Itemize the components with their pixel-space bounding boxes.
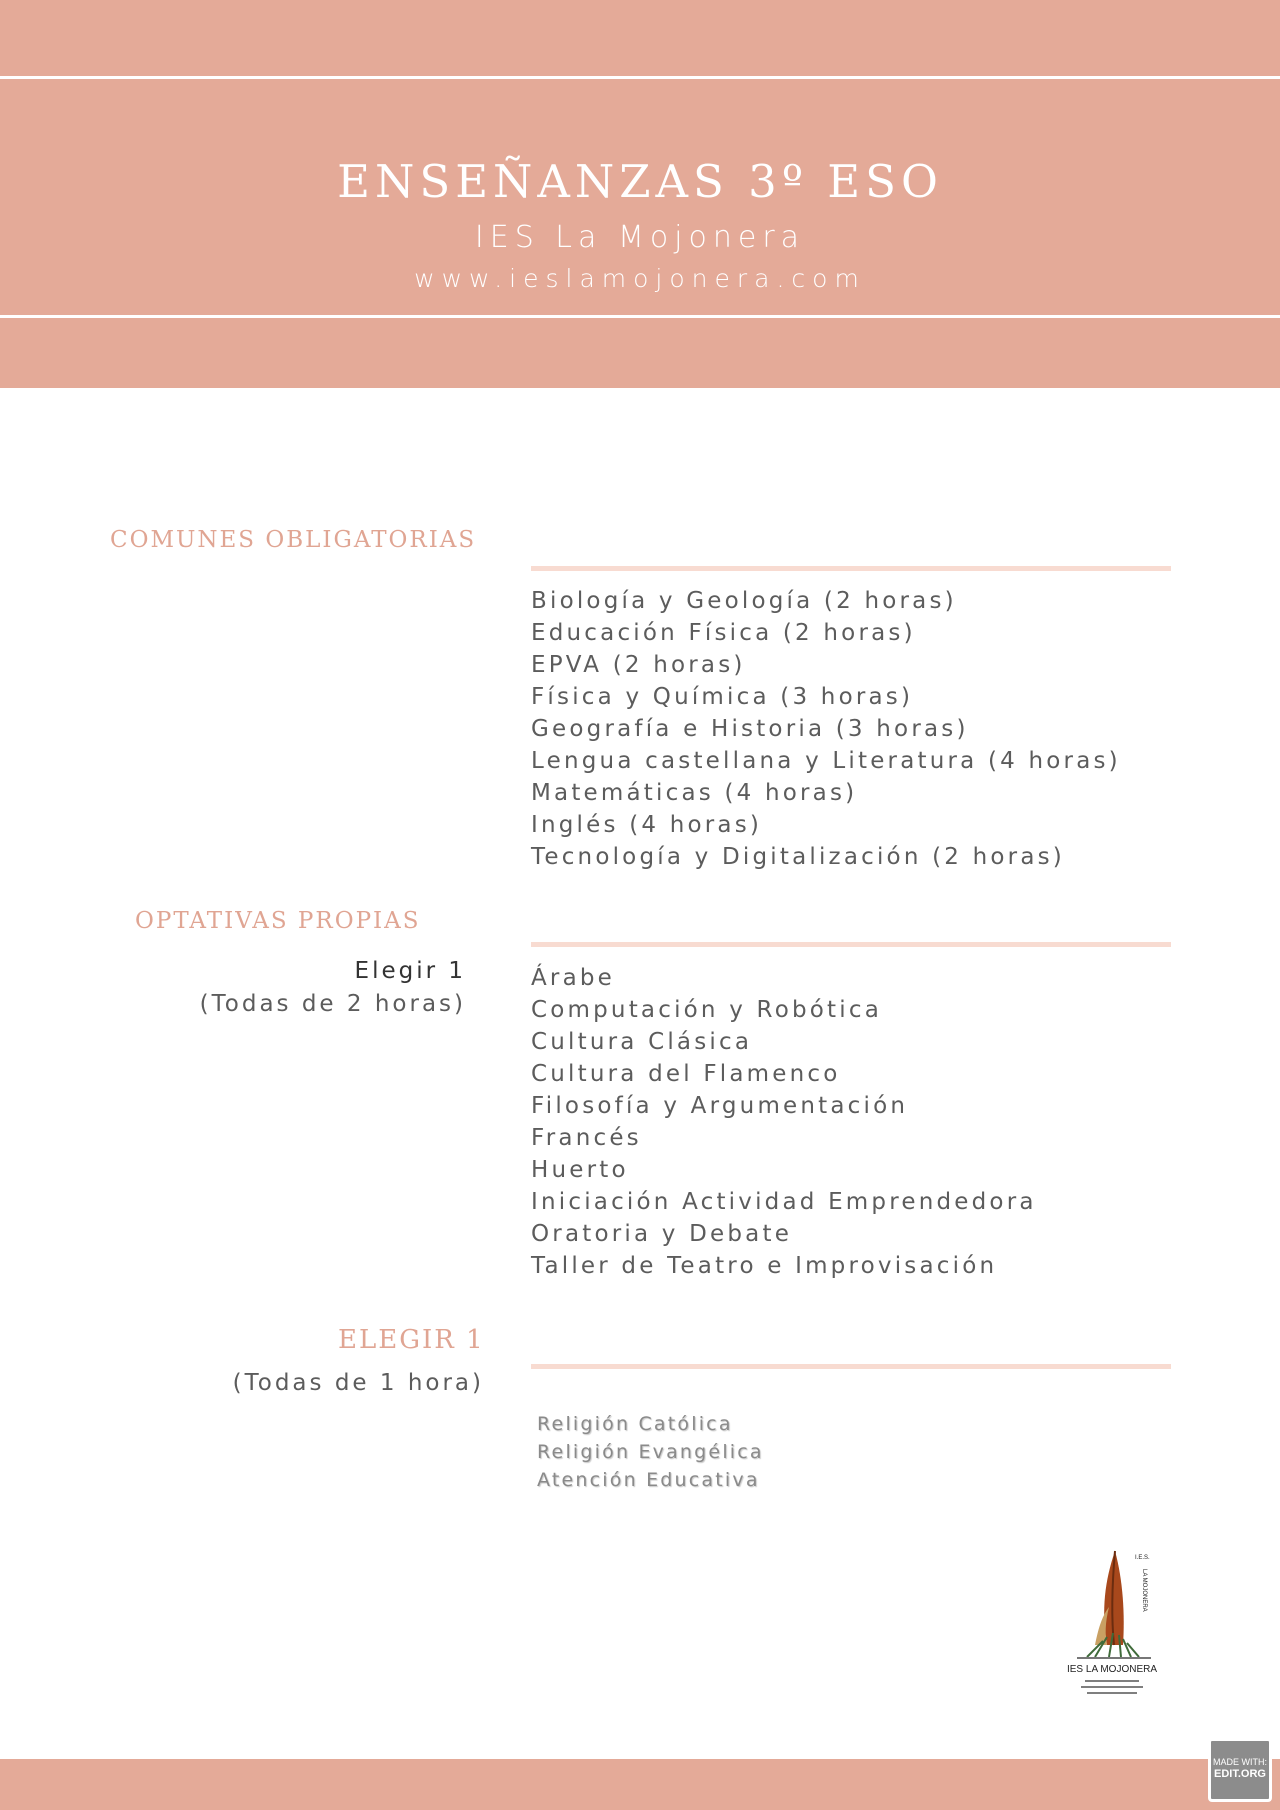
list-item: Cultura Clásica bbox=[531, 1029, 753, 1055]
header-divider-bottom bbox=[0, 315, 1280, 318]
section-rule-optativas bbox=[531, 942, 1171, 947]
section-rule-elegir bbox=[531, 1364, 1171, 1369]
list-item: Lengua castellana y Literatura (4 horas) bbox=[531, 748, 1121, 774]
list-item: Huerto bbox=[531, 1157, 629, 1183]
page-title: ENSEÑANZAS 3º ESO bbox=[337, 155, 943, 208]
section-heading-optativas: OPTATIVAS PROPIAS bbox=[135, 908, 421, 934]
list-item: Atención Educativa bbox=[537, 1469, 760, 1491]
list-item: EPVA (2 horas) bbox=[531, 652, 746, 678]
badge-line-1: MADE WITH: bbox=[1213, 1757, 1267, 1767]
list-item: Geografía e Historia (3 horas) bbox=[531, 716, 969, 742]
badge-line-2: EDIT.ORG bbox=[1214, 1768, 1266, 1780]
list-item: Cultura del Flamenco bbox=[531, 1061, 841, 1087]
list-item: Taller de Teatro e Improvisación bbox=[531, 1253, 998, 1279]
svg-text:LA MOJONERA: LA MOJONERA bbox=[1141, 1569, 1147, 1612]
list-item: Oratoria y Debate bbox=[531, 1221, 793, 1247]
header-divider-top bbox=[0, 76, 1280, 79]
list-item: Física y Química (3 horas) bbox=[531, 684, 914, 710]
subject-list-elegir bbox=[537, 1410, 764, 1494]
svg-text:I.E.S.: I.E.S. bbox=[1135, 1555, 1150, 1561]
list-item: Iniciación Actividad Emprendedora bbox=[531, 1189, 1037, 1215]
school-name: IES La Mojonera bbox=[474, 220, 806, 255]
optativas-hours-note: (Todas de 2 horas) bbox=[199, 991, 466, 1017]
header-band bbox=[0, 0, 1280, 388]
list-item: Árabe bbox=[531, 965, 616, 991]
section-heading-comunes: COMUNES OBLIGATORIAS bbox=[110, 527, 477, 553]
optativas-choose-note: Elegir 1 bbox=[354, 958, 466, 984]
list-item: Tecnología y Digitalización (2 horas) bbox=[531, 844, 1065, 870]
subject-list-comunes bbox=[531, 585, 1121, 873]
elegir-hours-note: (Todas de 1 hora) bbox=[232, 1370, 484, 1396]
logo-contact-lines bbox=[1050, 1678, 1174, 1699]
list-item: Francés bbox=[531, 1125, 642, 1151]
list-item: Religión Evangélica bbox=[537, 1441, 764, 1463]
list-item: Biología y Geología (2 horas) bbox=[531, 588, 957, 614]
footer-band bbox=[0, 1759, 1280, 1810]
made-with-badge[interactable] bbox=[1208, 1738, 1272, 1802]
school-website: www.ieslamojonera.com bbox=[414, 264, 866, 293]
list-item: Educación Física (2 horas) bbox=[531, 620, 916, 646]
list-item: Inglés (4 horas) bbox=[531, 812, 763, 838]
section-rule-comunes bbox=[531, 566, 1171, 571]
list-item: Computación y Robótica bbox=[531, 997, 882, 1023]
list-item: Filosofía y Argumentación bbox=[531, 1093, 909, 1119]
subject-list-optativas bbox=[531, 962, 1037, 1282]
section-heading-elegir: ELEGIR 1 bbox=[338, 1325, 485, 1355]
list-item: Matemáticas (4 horas) bbox=[531, 780, 858, 806]
list-item: Religión Católica bbox=[537, 1413, 733, 1435]
logo-school-name: IES LA MOJONERA bbox=[1066, 1664, 1158, 1675]
